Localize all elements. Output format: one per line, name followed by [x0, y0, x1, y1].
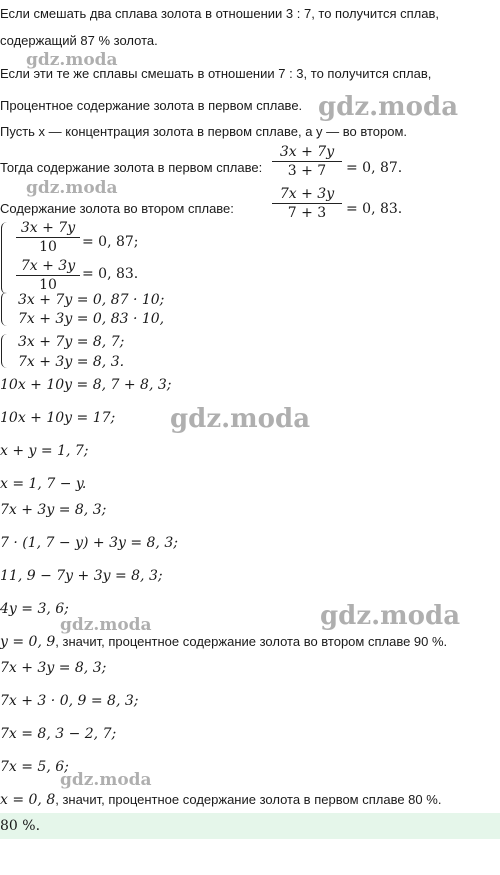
x-result-text: , значит, процентное содержание золота в первом сплаве 80 %. — [55, 792, 442, 807]
step-line: 10x + 10y = 17; — [0, 410, 116, 426]
y-value: y = 0, 9 — [0, 634, 56, 650]
problem-line-2: содержащий 87 % золота. — [0, 33, 158, 48]
let-statement: Пусть x — концентрация золота в первом сплаве, а y — во втором. — [0, 124, 408, 139]
system-3-line-b: 7x + 3y = 8, 3. — [18, 354, 125, 370]
problem-line-4: Процентное содержание золота в первом сплаве. — [0, 98, 303, 113]
step-line: 7x + 3y = 8, 3; — [0, 660, 107, 676]
system-1-a-numerator: 3x + 7y — [16, 220, 80, 238]
system-2-brace — [1, 292, 9, 326]
system-1-b-numerator: 7x + 3y — [16, 258, 80, 276]
watermark: gdz.moda — [318, 92, 459, 122]
watermark: gdz.moda — [26, 178, 118, 198]
system-1-b-denominator: 10 — [39, 277, 57, 293]
watermark: gdz.moda — [60, 615, 152, 635]
system-1-a-denominator: 10 — [39, 239, 57, 255]
x-value: x = 0, 8 — [0, 792, 56, 808]
watermark: gdz.moda — [60, 770, 152, 790]
x-result-line — [0, 792, 441, 808]
watermark: gdz.moda — [320, 601, 461, 631]
second-fraction — [272, 186, 342, 221]
second-fraction-numerator: 7x + 3y — [272, 186, 342, 204]
system-2-line-a: 3x + 7y = 0, 87 · 10; — [18, 292, 165, 308]
y-result-line — [0, 634, 447, 650]
y-result-text: , значит, процентное содержание золота во втором сплаве 90 %. — [55, 634, 448, 649]
system-1-fraction-a — [16, 220, 80, 255]
system-1-a-rhs: = 0, 87; — [82, 234, 139, 250]
first-fraction-numerator: 3x + 7y — [272, 144, 342, 162]
system-1-b-rhs: = 0, 83. — [82, 266, 139, 282]
step-line: 7x = 5, 6; — [0, 759, 69, 775]
system-3-line-a: 3x + 7y = 8, 7; — [18, 334, 125, 350]
step-line: 7x = 8, 3 − 2, 7; — [0, 726, 117, 742]
first-alloy-label: Тогда содержание золота в первом сплаве: — [0, 160, 263, 175]
final-answer: 80 %. — [0, 818, 41, 834]
second-fraction-rhs: = 0, 83. — [346, 201, 403, 217]
system-2-line-b: 7x + 3y = 0, 83 · 10, — [18, 311, 165, 327]
problem-line-1: Если смешать два сплава золота в отношении 3 : 7, то получится сплав, — [0, 6, 439, 21]
step-line: 4y = 3, 6; — [0, 601, 69, 617]
system-1-brace — [1, 222, 9, 294]
second-alloy-label: Содержание золота во втором сплаве: — [0, 201, 234, 216]
step-line: x + y = 1, 7; — [0, 443, 89, 459]
first-fraction-rhs: = 0, 87. — [346, 160, 403, 176]
first-fraction — [272, 144, 342, 179]
watermark: gdz.moda — [170, 404, 311, 434]
answer-highlight — [0, 813, 500, 839]
watermark: gdz.moda — [26, 50, 118, 70]
step-line: 11, 9 − 7y + 3y = 8, 3; — [0, 568, 163, 584]
step-line: 7x + 3 · 0, 9 = 8, 3; — [0, 693, 139, 709]
system-3-brace — [1, 334, 9, 368]
problem-line-3: Если эти те же сплавы смешать в отношении 7 : 3, то получится сплав, — [0, 66, 432, 81]
second-fraction-denominator: 7 + 3 — [287, 205, 327, 221]
step-line: 10x + 10y = 8, 7 + 8, 3; — [0, 377, 172, 393]
step-line: 7x + 3y = 8, 3; — [0, 502, 107, 518]
first-fraction-denominator: 3 + 7 — [287, 163, 327, 179]
step-line: x = 1, 7 − y. — [0, 476, 87, 492]
system-1-fraction-b — [16, 258, 80, 293]
step-line: 7 · (1, 7 − y) + 3y = 8, 3; — [0, 535, 178, 551]
